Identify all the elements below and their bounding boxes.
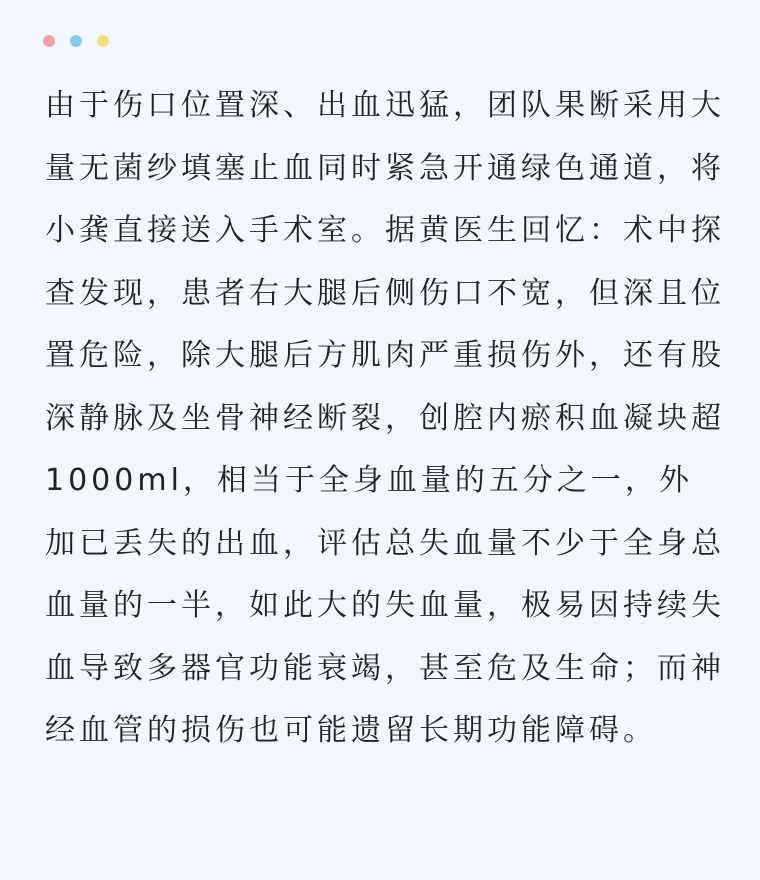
article-body (45, 75, 725, 763)
red-dot-icon (43, 35, 55, 47)
window-dots (43, 35, 109, 47)
yellow-dot-icon (97, 35, 109, 47)
article-paragraph: 由于伤口位置深、出血迅猛，团队果断采用大量无菌纱填塞止血同时紧急开通绿色通道，将小龚直接送入手术室。据黄医生回忆：术中探查发现，患者右大腿后侧伤口不宽，但深且位置危险，除大腿后方肌肉严重损伤外，还有股深静脉及坐骨神经断裂，创腔内瘀积血凝块超1000ml，相当于全身血量的五分之一，外加已丢失的出血，评估总失血量不少于全身总血量的一半，如此大的失血量，极易因持续失血导致多器官功能衰竭，甚至危及生命；而神经血管的损伤也可能遗留长期功能障碍。 (45, 88, 725, 748)
blue-dot-icon (70, 35, 82, 47)
